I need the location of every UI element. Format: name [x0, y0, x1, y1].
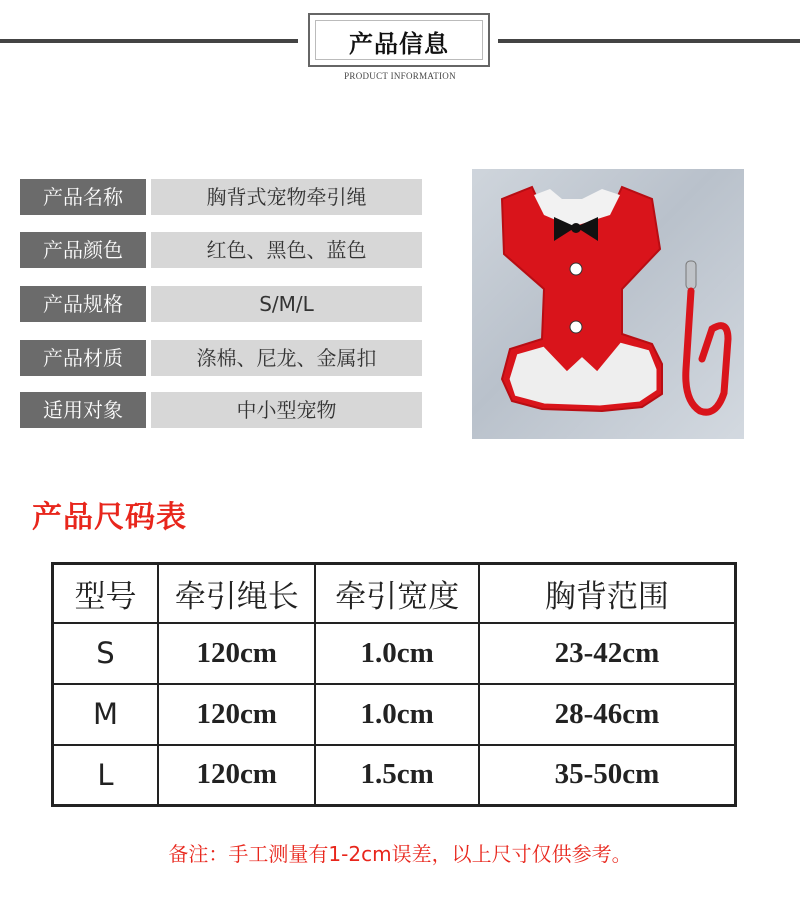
table-cell: 35-50cm — [479, 745, 736, 806]
table-header: 牵引宽度 — [315, 564, 478, 623]
info-value: 中小型宠物 — [151, 392, 422, 428]
section-title: 产品信息 — [349, 30, 449, 58]
header-rule-right — [498, 39, 800, 43]
table-cell: 28-46cm — [479, 684, 736, 745]
info-label: 产品颜色 — [20, 232, 146, 268]
table-cell: M — [53, 684, 158, 745]
info-label: 产品材质 — [20, 340, 146, 376]
table-cell: 120cm — [158, 623, 315, 684]
leash-clip — [686, 261, 696, 289]
header-rule-left — [0, 39, 298, 43]
info-row-name — [20, 179, 422, 215]
info-row-size — [20, 286, 422, 322]
table-header-row — [53, 564, 736, 623]
info-row-material — [20, 340, 422, 376]
table-cell: L — [53, 745, 158, 806]
info-label: 适用对象 — [20, 392, 146, 428]
harness-button — [570, 263, 582, 275]
info-label: 产品规格 — [20, 286, 146, 322]
info-row-color — [20, 232, 422, 268]
footnote: 备注：手工测量有1-2cm误差，以上尺寸仅供参考。 — [168, 842, 632, 866]
table-cell: 1.0cm — [315, 684, 478, 745]
header-title-box — [308, 13, 490, 67]
info-label: 产品名称 — [20, 179, 146, 215]
table-cell: S — [53, 623, 158, 684]
table-row — [53, 684, 736, 745]
table-cell: 120cm — [158, 684, 315, 745]
table-header: 型号 — [53, 564, 158, 623]
table-row — [53, 623, 736, 684]
info-row-target — [20, 392, 422, 428]
table-header: 胸背范围 — [479, 564, 736, 623]
table-cell: 1.5cm — [315, 745, 478, 806]
section-subtitle: PRODUCT INFORMATION — [344, 71, 456, 81]
table-header: 牵引绳长 — [158, 564, 315, 623]
table-row — [53, 745, 736, 806]
table-cell: 23-42cm — [479, 623, 736, 684]
info-value: 涤棉、尼龙、金属扣 — [151, 340, 422, 376]
leash — [686, 291, 728, 412]
info-value: 红色、黑色、蓝色 — [151, 232, 422, 268]
harness-button — [570, 321, 582, 333]
product-photo — [472, 169, 744, 439]
info-value: S/M/L — [151, 286, 422, 322]
info-value: 胸背式宠物牵引绳 — [151, 179, 422, 215]
table-cell: 1.0cm — [315, 623, 478, 684]
size-chart-title: 产品尺码表 — [32, 500, 187, 535]
harness-illustration — [472, 169, 744, 439]
size-chart-table — [51, 562, 737, 807]
table-cell: 120cm — [158, 745, 315, 806]
